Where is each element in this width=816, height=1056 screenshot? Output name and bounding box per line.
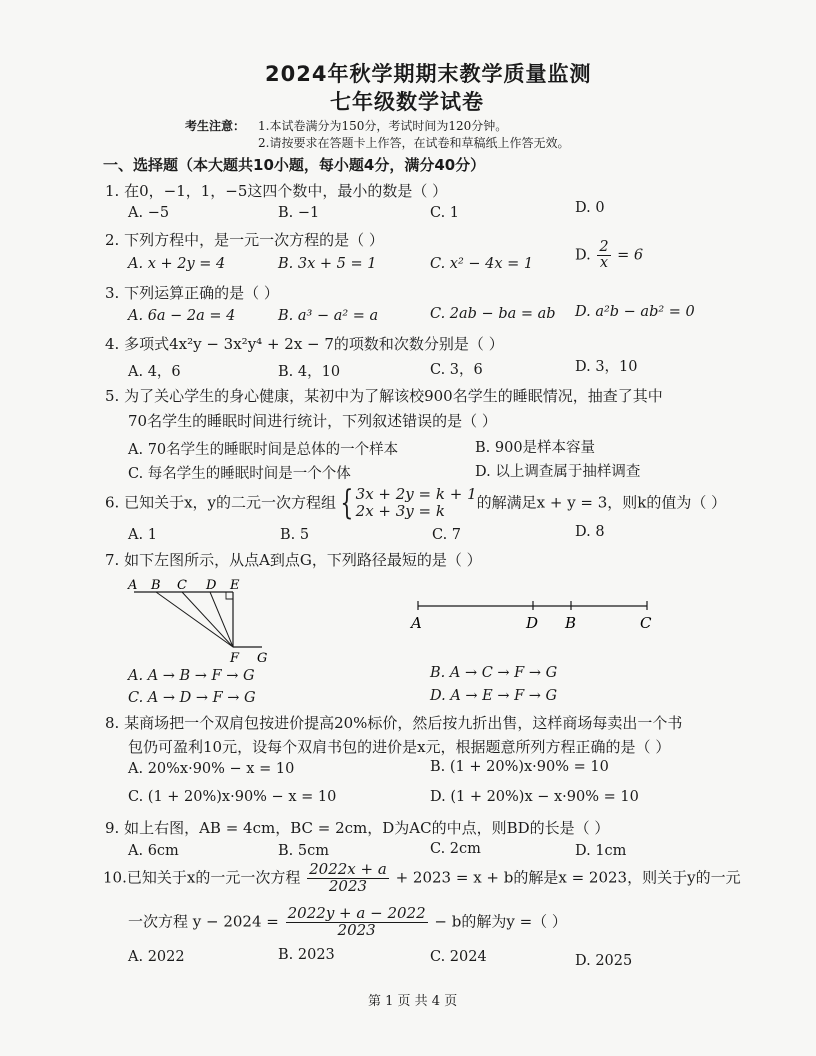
q2-stem: 2. 下列方程中，是一元一次方程的是（ ）: [105, 231, 384, 249]
q8-option-c: C. (1 + 20%)x·90% − x = 10: [128, 789, 337, 805]
notice-line-1: 1.本试卷满分为150分，考试时间为120分钟。: [258, 119, 508, 133]
q4-option-d: D. 3，10: [575, 359, 638, 375]
q1-option-a: A. −5: [128, 205, 170, 221]
q7-path-figure: [120, 574, 280, 666]
q4-option-c: C. 3，6: [430, 362, 483, 378]
segment-label-c: C: [640, 614, 652, 632]
q4-stem: 4. 多项式4x²y − 3x²y⁴ + 2x − 7的项数和次数分别是（ ）: [105, 335, 504, 353]
fig-label-f: F: [230, 651, 240, 666]
q7-option-d: D. A → E → F → G: [430, 688, 558, 704]
q9-option-d: D. 1cm: [575, 843, 627, 859]
fig-label-e: E: [230, 578, 240, 593]
q10-stem-line-1: [103, 862, 741, 895]
q1-stem: 1. 在0，−1，1，−5这四个数中，最小的数是（ ）: [105, 182, 448, 200]
q2-d-numerator: 2: [599, 239, 609, 255]
fig-label-g: G: [257, 651, 268, 666]
notice-line-2: 2.请按要求在答题卡上作答，在试卷和草稿纸上作答无效。: [258, 136, 570, 150]
q3-option-a: A. 6a − 2a = 4: [128, 308, 236, 324]
q6-stem: [105, 483, 727, 524]
q3-option-b: B. a³ − a² = a: [278, 308, 379, 324]
q10-mid: + 2023 = x + b的解是x = 2023，则关于y的一元: [395, 868, 741, 887]
q5-stem-line-1: 5. 为了关心学生的身心健康，某初中为了解该校900名学生的睡眠情况，抽查了其中: [105, 387, 663, 405]
segment-label-d: D: [526, 614, 539, 632]
q2-option-b: B. 3x + 5 = 1: [278, 256, 377, 272]
q4-option-b: B. 4，10: [278, 364, 341, 380]
q7-stem: 7. 如下左图所示，从点A到点G，下列路径最短的是（ ）: [105, 551, 482, 569]
q6-equation-system: { 3x + 2y = k + 1 2x + 3y = k: [340, 483, 477, 524]
q6-stem-pre: 6. 已知关于x，y的二元一次方程组: [105, 493, 337, 512]
q9-option-a: A. 6cm: [128, 843, 179, 859]
q10-pre: 10.已知关于x的一元一次方程: [103, 868, 301, 887]
q10-option-b: B. 2023: [278, 947, 335, 963]
q10-option-a: A. 2022: [128, 949, 185, 965]
exam-title: 2024年秋学期期末教学质量监测: [265, 62, 592, 86]
fig-label-a: A: [128, 578, 138, 593]
q5-option-a: A. 70名学生的睡眠时间是总体的一个样本: [128, 442, 399, 458]
q1-option-d: D. 0: [575, 200, 605, 216]
q10-stem-line-2: [128, 906, 567, 939]
q8-option-a: A. 20%x·90% − x = 10: [128, 761, 295, 777]
q7-option-c: C. A → D → F → G: [128, 690, 256, 706]
q2-d-denominator: x: [599, 255, 609, 272]
q3-stem: 3. 下列运算正确的是（ ）: [105, 284, 279, 302]
q5-stem-line-2: 70名学生的睡眠时间进行统计，下列叙述错误的是（ ）: [128, 412, 497, 430]
q2-d-label: D.: [575, 247, 591, 264]
q10-pre2: 一次方程 y − 2024 =: [128, 912, 279, 931]
q9-option-b: B. 5cm: [278, 843, 329, 859]
q8-option-d: D. (1 + 20%)x − x·90% = 10: [430, 789, 639, 805]
q10-fraction-2-numerator: 2022y + a − 2022: [287, 904, 426, 922]
q8-stem-line-1: 8. 某商场把一个双肩包按进价提高20%标价，然后按九折出售，这样商场每卖出一个书: [105, 714, 683, 732]
section-heading: 一、选择题（本大题共10小题，每小题4分，满分40分）: [103, 156, 486, 174]
segment-label-a: A: [411, 614, 422, 632]
q9-stem: 9. 如上右图，AB = 4cm，BC = 2cm，D为AC的中点，则BD的长是（ ）: [105, 819, 610, 837]
q6-option-d: D. 8: [575, 524, 605, 540]
q10-fraction-1-numerator: 2022x + a: [309, 860, 387, 878]
q10-fraction-1-denominator: 2023: [328, 876, 368, 895]
q9-option-c: C. 2cm: [430, 841, 481, 857]
q3-option-c: C. 2ab − ba = ab: [430, 306, 556, 322]
q8-option-b: B. (1 + 20%)x·90% = 10: [430, 759, 609, 775]
fig-label-b: B: [151, 578, 161, 593]
q10-post2: − b的解为y =（ ）: [434, 912, 567, 931]
q5-option-c: C. 每名学生的睡眠时间是一个个体: [128, 466, 351, 482]
q10-option-c: C. 2024: [430, 949, 487, 965]
fig-label-d: D: [206, 578, 217, 593]
q10-fraction-2-denominator: 2023: [337, 920, 376, 939]
q6-option-c: C. 7: [432, 527, 462, 543]
q1-option-b: B. −1: [278, 205, 320, 221]
page-number-footer: 第 1 页 共 4 页: [368, 994, 458, 1009]
fig-label-c: C: [177, 578, 187, 593]
q2-option-c: C. x² − 4x = 1: [430, 256, 534, 272]
q4-option-a: A. 4，6: [128, 364, 181, 380]
q10-option-d: D. 2025: [575, 953, 633, 969]
q3-option-d: D. a²b − ab² = 0: [575, 304, 695, 320]
q8-stem-line-2: 包仍可盈利10元，设每个双肩书包的进价是x元，根据题意所列方程正确的是（ ）: [128, 738, 671, 756]
q6-equation-1: 3x + 2y = k + 1: [355, 485, 477, 503]
q6-stem-post: 的解满足x + y = 3，则k的值为（ ）: [476, 493, 727, 512]
q9-segment-figure: [405, 596, 665, 636]
q5-option-b: B. 900是样本容量: [475, 440, 596, 456]
q6-option-a: A. 1: [128, 527, 157, 543]
q7-option-b: B. A → C → F → G: [430, 665, 558, 681]
q2-option-a: A. x + 2y = 4: [128, 256, 226, 272]
q6-equation-2: 2x + 3y = k: [355, 502, 445, 521]
q6-option-b: B. 5: [280, 527, 310, 543]
q5-option-d: D. 以上调查属于抽样调查: [475, 464, 641, 480]
q1-option-c: C. 1: [430, 205, 460, 221]
segment-label-b: B: [565, 614, 577, 632]
q2-d-rest: = 6: [617, 247, 644, 264]
q7-option-a: A. A → B → F → G: [128, 668, 255, 684]
exam-subtitle: 七年级数学试卷: [330, 90, 484, 114]
q2-option-d: [575, 240, 643, 271]
notice-label: 考生注意：: [185, 119, 246, 133]
